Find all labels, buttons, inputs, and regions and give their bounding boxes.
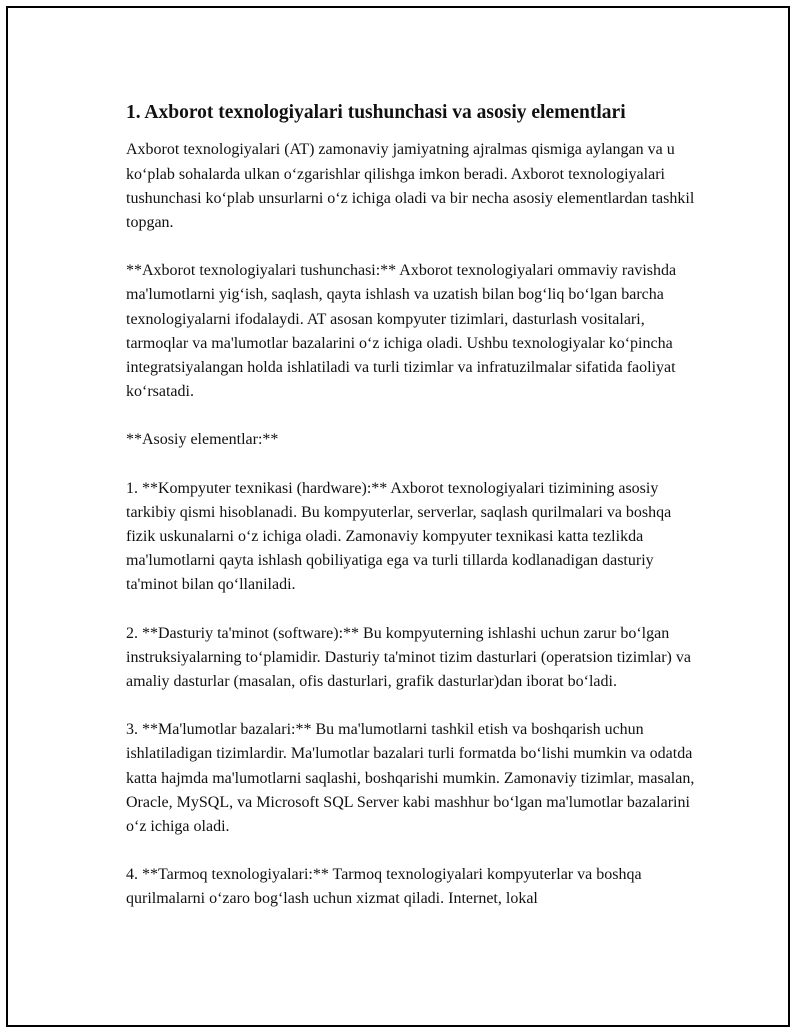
software-paragraph: 2. **Dasturiy ta'minot (software):** Bu kompyuterning ishlashi uchun zarur bo‘lgan instruksiyalarning to‘plamidir. Dasturiy ta'minot tizim dasturlari (operatsion tizimlar) va amaliy dasturlar (masalan, ofis dasturlari, grafik dasturlar)dan iborat bo‘ladi. <box>126 624 691 690</box>
intro-paragraph: Axborot texnologiyalari (AT) zamonaviy jamiyatning ajralmas qismiga aylangan va u ko‘plab sohalarda ulkan o‘zgarishlar qilishga imkon beradi. Axborot texnologiyalari tushunchasi ko‘plab unsurlarni o‘z ichiga oladi va bir necha asosiy elementlardan tashkil topgan. <box>126 141 695 231</box>
document-body <box>126 100 698 912</box>
page-frame <box>6 6 790 1027</box>
elements-heading-paragraph: **Asosiy elementlar:** <box>126 431 279 449</box>
databases-paragraph: 3. **Ma'lumotlar bazalari:** Bu ma'lumotlarni tashkil etish va boshqarish uchun ishlatiladigan tizimlardir. Ma'lumotlar bazalari turli formatda bo‘lishi mumkin va odatda katta hajmda ma'lumotlarni saqlashi, boshqarishi mumkin. Zamonaviy tizimlar, masalan, Oracle, MySQL, va Microsoft SQL Server kabi mashhur bo‘lgan ma'lumotlar bazalarini o‘z ichiga oladi. <box>126 721 695 836</box>
concept-paragraph: **Axborot texnologiyalari tushunchasi:** Axborot texnologiyalari ommaviy ravishda ma'lumotlarni yig‘ish, saqlash, qayta ishlash va uzatish bilan bog‘liq bo‘lgan barcha texnologiyalarni ifodalaydi. AT asosan kompyuter tizimlari, dasturlash vositalari, tarmoqlar va ma'lumotlar bazalarini o‘z ichiga oladi. Ushbu texnologiyalar ko‘pincha integratsiyalangan holda ishlatiladi va turli tizimlar va infratuzilmalar sifatida faoliyat ko‘rsatadi. <box>126 262 677 401</box>
networks-paragraph: 4. **Tarmoq texnologiyalari:** Tarmoq texnologiyalari kompyuterlar va boshqa qurilmalarni o‘zaro bog‘lash uchun xizmat qiladi. Internet, lokal <box>126 866 642 908</box>
hardware-paragraph: 1. **Kompyuter texnikasi (hardware):** Axborot texnologiyalari tizimining asosiy tarkibiy qismi hisoblanadi. Bu kompyuterlar, serverlar, saqlash qurilmalari va boshqa fizik uskunalarni o‘z ichiga oladi. Zamonaviy kompyuter texnikasi katta tezlikda ma'lumotlarni qayta ishlash qobiliyatiga ega va turli tillarda kodlanadigan dasturiy ta'minot bilan qo‘llaniladi. <box>126 479 672 594</box>
page-title: 1. Axborot texnologiyalari tushunchasi va asosiy elementlari <box>126 102 626 123</box>
